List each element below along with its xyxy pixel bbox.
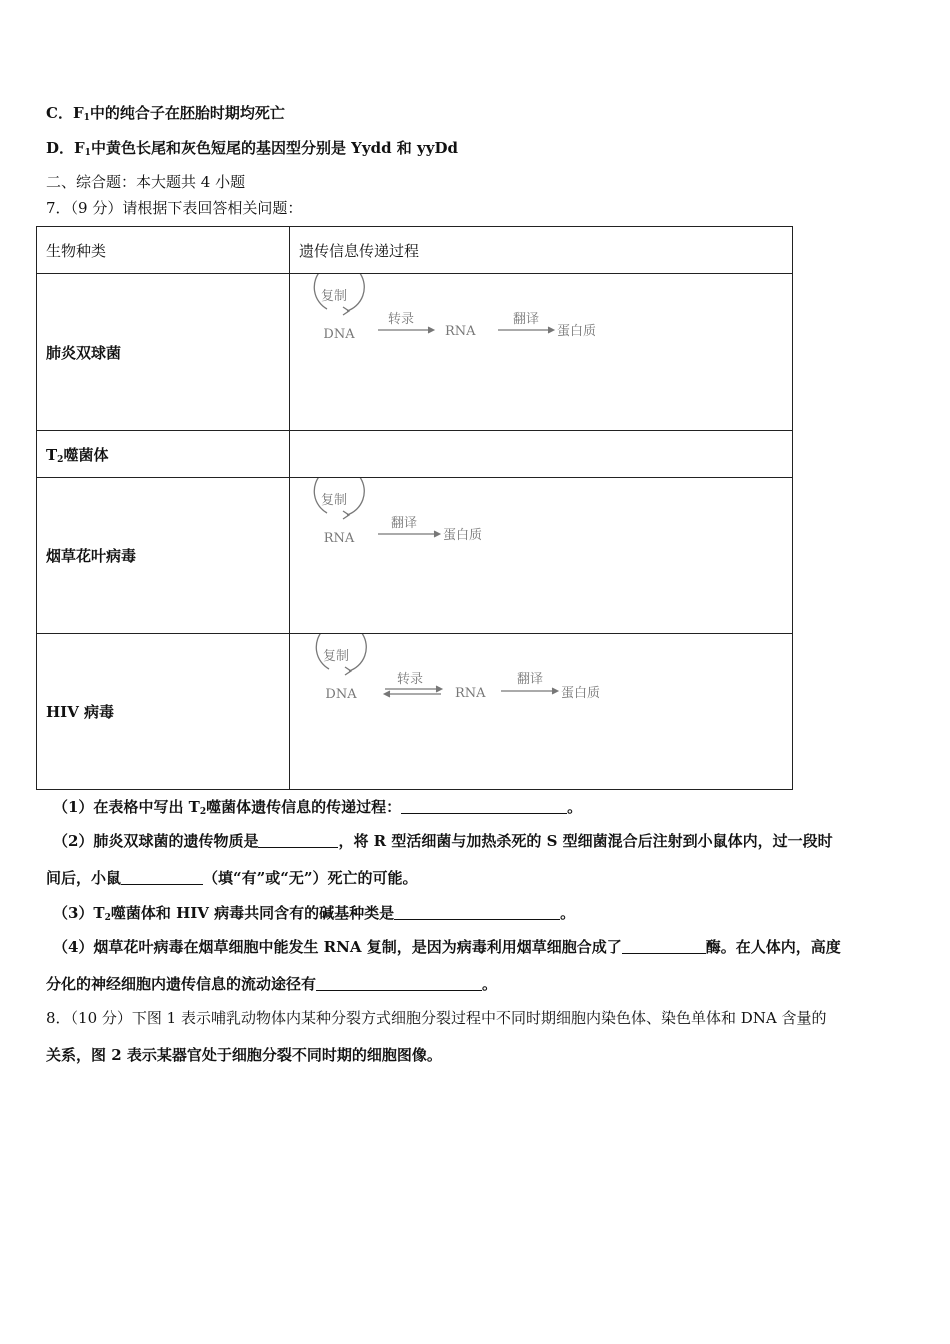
table-row [37,274,793,431]
protein-label: 蛋白质 [561,686,601,701]
rna-label: RNA [455,686,486,701]
translate-label: 翻译 [391,516,418,531]
arrowhead-icon [384,691,390,697]
organism-tmv: 烟草花叶病毒 [37,478,290,634]
arrowhead-icon [436,686,442,692]
transcribe-label: 转录 [388,312,415,327]
table-row [37,634,793,790]
answer-blank[interactable] [394,905,560,920]
question-8-line1: 8．（10 分）下图 1 表示哺乳动物体内某种分裂方式细胞分裂过程中不同时期细胞内染色体、染色单体和 DNA 含量的 [46,1009,827,1027]
header-process: 遗传信息传递过程 [290,227,793,274]
q7-part1: （1）在表格中写出 $T_2$噬菌体遗传信息的传递过程： 。 [53,798,583,817]
question-7-stem: 7．（9 分）请根据下表回答相关问题： [46,199,303,217]
q7-part2-line1: （2）肺炎双球菌的遗传物质是 ，将 R 型活细菌与加热杀死的 S 型细菌混合后注射到小鼠体内，过一段时 [53,832,833,850]
copy-label: 复制 [321,289,348,304]
transcribe-label: 转录 [397,672,424,687]
organism-hiv: HIV 病毒 [37,634,290,790]
dna-label: DNA [325,687,357,702]
answer-blank[interactable] [316,976,482,991]
answer-blank[interactable] [121,870,203,885]
process-pneumococcus [290,274,793,431]
answer-blank[interactable] [401,799,567,814]
q7-part3: $(3)T_2$噬菌体和 HIV 病毒共同含有的碱基种类是 。 [53,904,576,923]
protein-label: 蛋白质 [443,528,483,543]
q7-part4-line2: 分化的神经细胞内遗传信息的流动途径有 。 [46,975,498,993]
translate-label: 翻译 [517,672,544,687]
organism-t2-phage: $T_2$噬菌体 [37,431,290,478]
table-row [37,431,793,478]
copy-label: 复制 [321,493,348,508]
option-d: D．$F_1$中黄色长尾和灰色短尾的基因型分别是 Yydd 和 yyDd [46,139,458,158]
pneumococcus-flow-diagram [299,274,619,354]
section-heading: 二、综合题：本大题共 4 小题 [46,173,246,191]
loop-arrowhead-icon [345,667,351,675]
answer-blank[interactable] [258,833,338,848]
arrowhead-icon [428,327,434,333]
protein-label: 蛋白质 [557,324,597,339]
table-header-row [37,227,793,274]
organism-pneumococcus: 肺炎双球菌 [37,274,290,431]
genetic-info-table [36,226,793,790]
rna-label: RNA [323,531,355,546]
arrowhead-icon [548,327,554,333]
q7-part2-line2: 间后，小鼠 （填“有”或“无”）死亡的可能。 [46,869,418,887]
rna-label: RNA [445,324,476,339]
loop-arrowhead-icon [343,511,349,519]
translate-label: 翻译 [513,312,540,327]
question-8-line2: 关系，图 2 表示某器官处于细胞分裂不同时期的细胞图像。 [46,1046,442,1064]
hiv-flow-diagram [299,634,619,714]
process-tmv [290,478,793,634]
copy-label: 复制 [323,649,350,664]
dna-label: DNA [323,327,355,342]
process-hiv [290,634,793,790]
loop-arrowhead-icon [343,307,349,315]
arrowhead-icon [434,531,440,537]
table-row [37,478,793,634]
tmv-flow-diagram [299,478,619,558]
header-organism: 生物种类 [37,227,290,274]
answer-blank[interactable] [622,939,706,954]
process-t2-phage-empty [290,431,793,478]
arrowhead-icon [552,688,558,694]
q7-part4-line1: （4）烟草花叶病毒在烟草细胞中能发生 RNA 复制，是因为病毒利用烟草细胞合成了 酶。在人体内，高度 [53,938,841,956]
option-c: C．$F_1$中的纯合子在胚胎时期均死亡 [46,104,285,123]
